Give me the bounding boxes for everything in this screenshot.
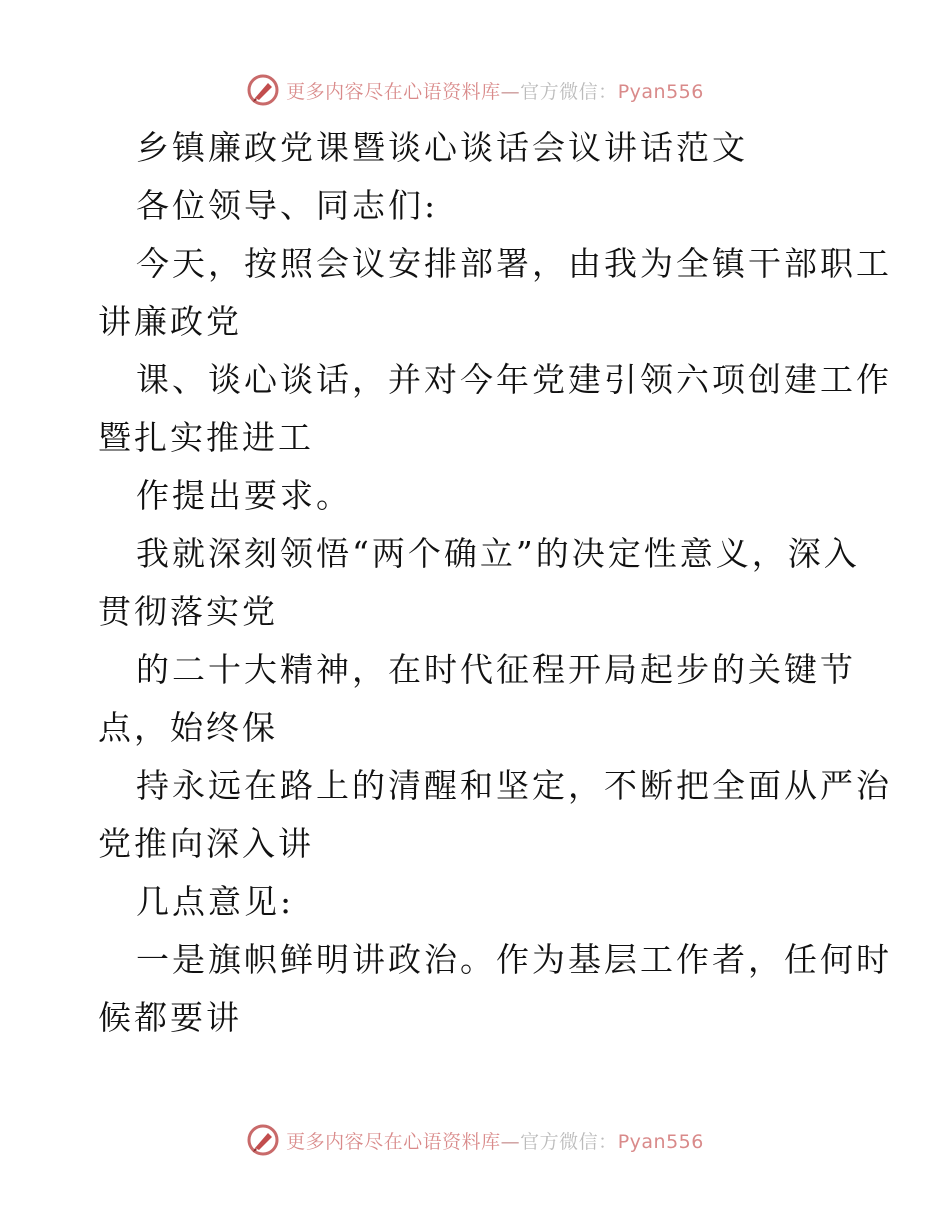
document-line: 我就深刻领悟“两个确立”的决定性意义，深入 <box>136 534 860 573</box>
document-line: 课、谈心谈话，并对今年党建引领六项创建工作 <box>136 360 892 399</box>
document-line: 贯彻落实党 <box>98 592 278 631</box>
watermark-brand: 更多内容尽在心语资料库 <box>286 1130 501 1153</box>
document-line: 几点意见: <box>136 882 295 921</box>
document-line: 党推向深入讲 <box>98 824 314 863</box>
watermark-text <box>286 77 704 104</box>
document-line: 讲廉政党 <box>98 302 242 341</box>
document-line: 点，始终保 <box>98 708 278 747</box>
watermark-handle: Pyan556 <box>617 80 704 103</box>
document-line: 候都要讲 <box>98 998 242 1037</box>
watermark-handle: Pyan556 <box>617 1130 704 1153</box>
document-line: 今天，按照会议安排部署，由我为全镇干部职工 <box>136 244 892 283</box>
watermark-text <box>286 1127 704 1154</box>
watermark-brand: 更多内容尽在心语资料库 <box>286 80 501 103</box>
watermark-label: 官方微信： <box>520 1130 618 1153</box>
document-line: 持永远在路上的清醒和坚定，不断把全面从严治 <box>136 766 892 805</box>
pen-nib-circle-icon <box>246 1123 280 1157</box>
pen-nib-circle-icon <box>246 73 280 107</box>
document-title: 乡镇廉政党课暨谈心谈话会议讲话范文 <box>136 128 748 167</box>
watermark-separator: — <box>500 80 521 103</box>
document-line: 一是旗帜鲜明讲政治。作为基层工作者，任何时 <box>136 940 892 979</box>
watermark-separator: — <box>500 1130 521 1153</box>
document-line: 各位领导、同志们: <box>136 186 439 225</box>
document-line: 作提出要求。 <box>136 476 352 515</box>
document-line: 的二十大精神，在时代征程开局起步的关键节 <box>136 650 856 689</box>
footer-watermark <box>0 1120 950 1160</box>
watermark-label: 官方微信： <box>520 80 618 103</box>
header-watermark <box>0 70 950 110</box>
document-line: 暨扎实推进工 <box>98 418 314 457</box>
